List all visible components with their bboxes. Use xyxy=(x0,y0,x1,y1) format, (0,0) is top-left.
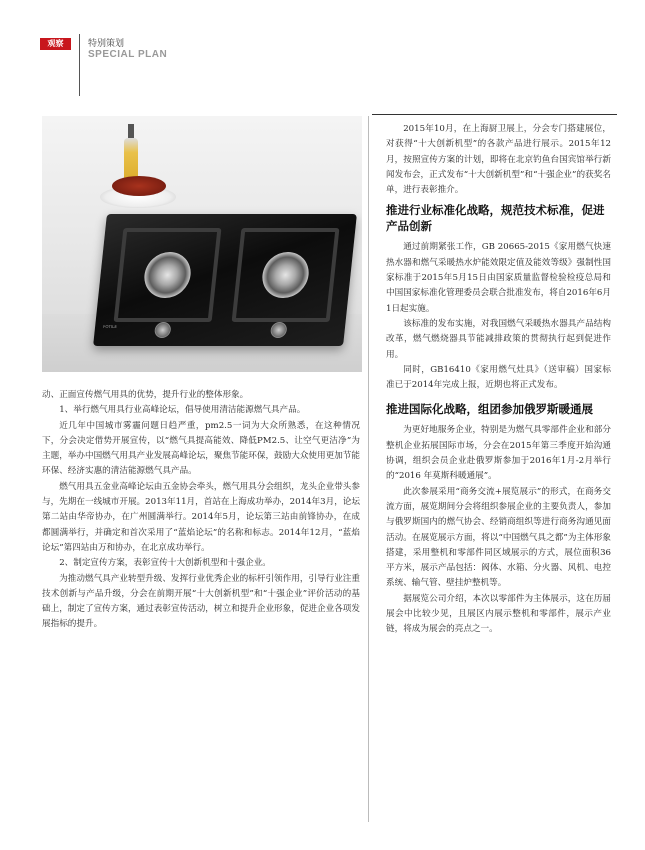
right-column xyxy=(386,122,611,638)
section-title-en: SPECIAL PLAN xyxy=(88,49,168,60)
left-grate xyxy=(114,228,222,322)
food-dish xyxy=(112,176,166,196)
section2-heading: 推进国际化战略，组团参加俄罗斯暖通展 xyxy=(386,402,593,417)
paragraph: 燃气用具五金业高峰论坛由五金协会牵头，燃气用具分会组织，龙头企业带头参与，先期在一线城市开展。2013年11月，首站在上海成功举办，2014年3月，论坛第二站由华帝协办，在广州圆满举行。2014年5月，论坛第三站由前锋协办，在成都圆满举行，并确定和首次采用了“蓝焰论坛”的名称和标志。2014年12月，“蓝焰论坛”第四站由万和协办，在北京成功举行。 xyxy=(42,481,360,553)
paragraph: 通过前期紧张工作，GB 20665-2015《家用燃气快速热水器和燃气采暖热水炉能效限定值及能效等级》强制性国家标准于2015年5月15日由国家质量监督检验检疫总局和中国国家标准化管理委员会联合批准发布，将自2016年6月1日起实施。 xyxy=(386,242,611,314)
right-burner xyxy=(260,252,311,298)
paragraph: 为更好地服务企业，特别是为燃气具零部件企业和部分整机企业拓展国际市场，分会在2015年第三季度开始沟通协调，组织会员企业赴俄罗斯参加于2016年1月-2月举行的“2016 年莫斯科暖通展”。 xyxy=(386,425,611,482)
right-grate xyxy=(232,228,340,322)
left-knob xyxy=(154,322,172,338)
paragraph: 2、制定宣传方案，表彰宣传十大创新机型和十强企业。 xyxy=(59,558,271,569)
product-photo xyxy=(42,116,362,372)
paragraph: 据展览公司介绍，本次以零部件为主体展示，这在历届展会中比较少见，且展区内展示整机和零部件，展示产业链，将成为展会的亮点之一。 xyxy=(386,593,611,635)
section-title-cn: 特别策划 xyxy=(88,39,125,49)
section1-heading: 推进行业标准化战略，规范技术标准，促进产品创新 xyxy=(386,203,605,234)
paragraph: 动、正面宣传燃气用具的优势，提升行业的整体形象。 xyxy=(42,390,249,400)
paragraph: 此次参展采用“商务交流+展览展示”的形式，在商务交流方面，展览期间分会将组织参展企业的主要负责人，参加与俄罗斯国内的燃气协会、经销商组织等进行商务沟通见面活动。在展览展示方面，将以“中国燃气具之都”为主体形象搭建，采用整机和零部件同区域展示的方式，展位面积36平方米，展示产品包括：阀体、水箱、分火器、风机、电控系统、输气管、壁挂炉整机等。 xyxy=(386,486,611,589)
paragraph: 同时，GB16410《家用燃气灶具》（送审稿）国家标准已于2014年完成上报，近期也将正式发布。 xyxy=(386,364,611,391)
hob-brand-label: FOTILE xyxy=(102,324,118,329)
top-rule xyxy=(372,114,617,115)
left-burner xyxy=(142,252,193,298)
paragraph: 1、举行燃气用具行业高峰论坛，倡导使用清洁能源燃气具产品。 xyxy=(59,405,306,416)
paragraph: 为推动燃气具产业转型升级、发挥行业优秀企业的标杆引领作用，引导行业注重技术创新与产品升级，分会在前期开展“十大创新机型”和“十强企业”评价活动的基础上，制定了宣传方案，通过表彰宣传活动，树立和提升企业形象，促进企业各项发展指标的提升。 xyxy=(42,573,360,630)
header-divider xyxy=(79,34,80,96)
gas-hob xyxy=(93,214,357,346)
paragraph: 该标准的发布实施，对我国燃气采暖热水器具产品结构改革，燃气燃烧器具节能减排政策的贯彻执行起到促进作用。 xyxy=(386,318,611,360)
paragraph: 2015年10月，在上海厨卫展上，分会专门搭建展位，对获得“十大创新机型”的各款产品进行展示。2015年12月，按照宣传方案的计划，即将在北京钓鱼台国宾馆举行新闻发布会，正式发布“十大创新机型”和“十强企业”的获奖名单，进行表彰推介。 xyxy=(386,124,611,196)
right-knob xyxy=(270,322,288,338)
left-column xyxy=(42,388,360,633)
column-divider xyxy=(368,116,369,822)
section-badge: 观察 xyxy=(40,38,71,50)
paragraph: 近几年中国城市雾霾问题日趋严重，pm2.5一词为大众所熟悉，在这种情况下，分会决定借势开展宣传，以“燃气具提高能效、降低PM2.5、让空气更洁净”为主题，举办中国燃气用具产业发展高峰论坛，聚焦节能环保，鼓励大众使用更加节能环保、经济实惠的清洁能源燃气具产品。 xyxy=(42,420,360,477)
